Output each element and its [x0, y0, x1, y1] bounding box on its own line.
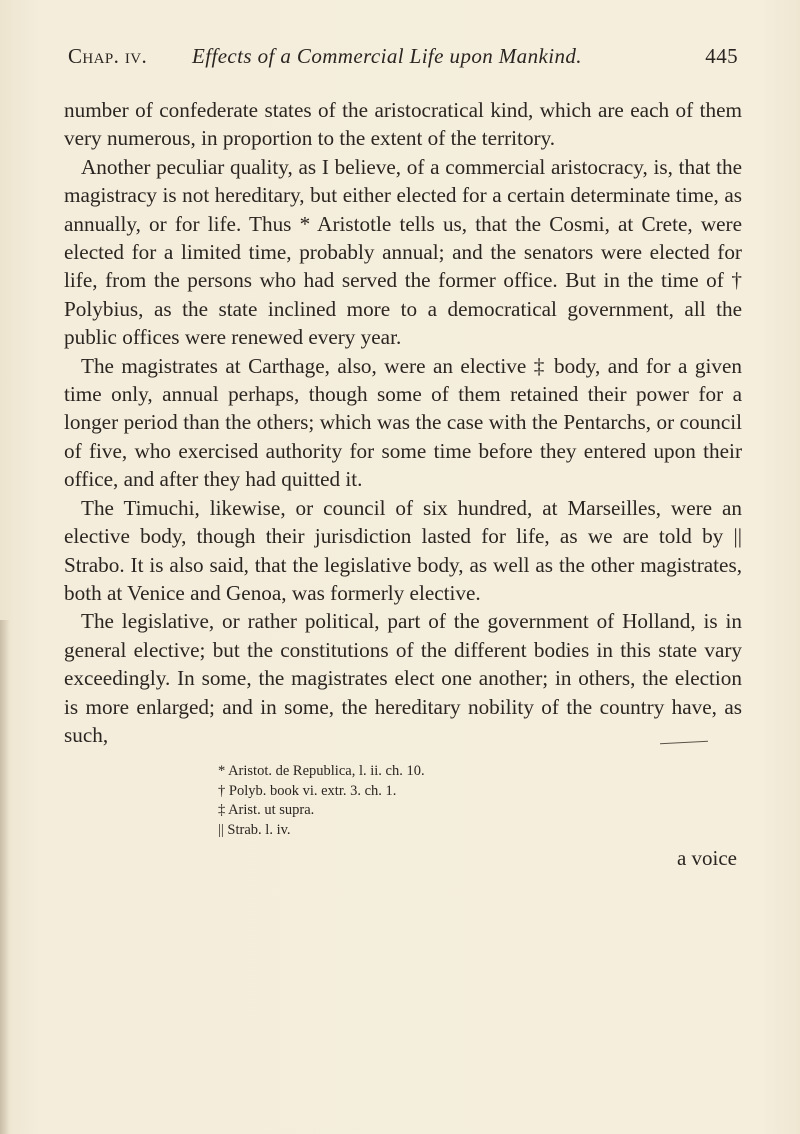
running-title: Effects of a Commercial Life upon Mankind. [192, 44, 582, 68]
footnote: † Polyb. book vi. extr. 3. ch. 1. [218, 782, 397, 799]
footnote: ‡ Arist. ut supra. [218, 802, 315, 819]
catchword: a voice [676, 846, 737, 870]
paragraph: number of confederate states of the aristocratical kind, which are each of them very numerous, in proportion to the extent of the territory. [64, 98, 742, 151]
paragraph: Another peculiar quality, as I believe, of a commercial aristocracy, is, that the magistracy is not hereditary, but either elected for a certain determinate time, as annually, or for life. Thus * Aristotle tells us, that the Cosmi, at Crete, were elected for a limited time, probably annual; and the senators were elected for life, from the persons who had served the former office. But in the time of † Polybius, as the state inclined more to a democratical government, all the public offices were renewed every year. [64, 154, 742, 350]
binding-shadow [0, 620, 10, 1134]
footnote: * Aristot. de Republica, l. ii. ch. 10. [218, 763, 425, 779]
page-header [68, 44, 738, 84]
page-number: 445 [705, 44, 738, 68]
paragraph: The Timuchi, likewise, or council of six hundred, at Marseilles, were an elective body, though their jurisdiction lasted for life, as we are told by || Strabo. It is also said, that the legislative body, as well as the other magistrates, both at Venice and Genoa, was formerly elective. [64, 495, 742, 605]
body-text [64, 96, 742, 749]
paragraph: The magistrates at Carthage, also, were an elective ‡ body, and for a given time only, annual perhaps, though some of them retained their power for a longer period than the others; which was the case with the Pentarchs, or council of five, who exercised authority for some time before they entered upon their office, and after they had quitted it. [64, 353, 742, 492]
footnotes [218, 762, 558, 840]
chapter-label: Chap. iv. [68, 44, 148, 68]
paragraph: The legislative, or rather political, part of the government of Holland, is in general elective; but the constitutions of the different bodies in this state vary exceedingly. In some, the magistrates elect one another; in others, the election is more enlarged; and in some, the hereditary nobility of the country have, as such, [64, 609, 742, 747]
footnote: || Strab. l. iv. [218, 821, 291, 838]
